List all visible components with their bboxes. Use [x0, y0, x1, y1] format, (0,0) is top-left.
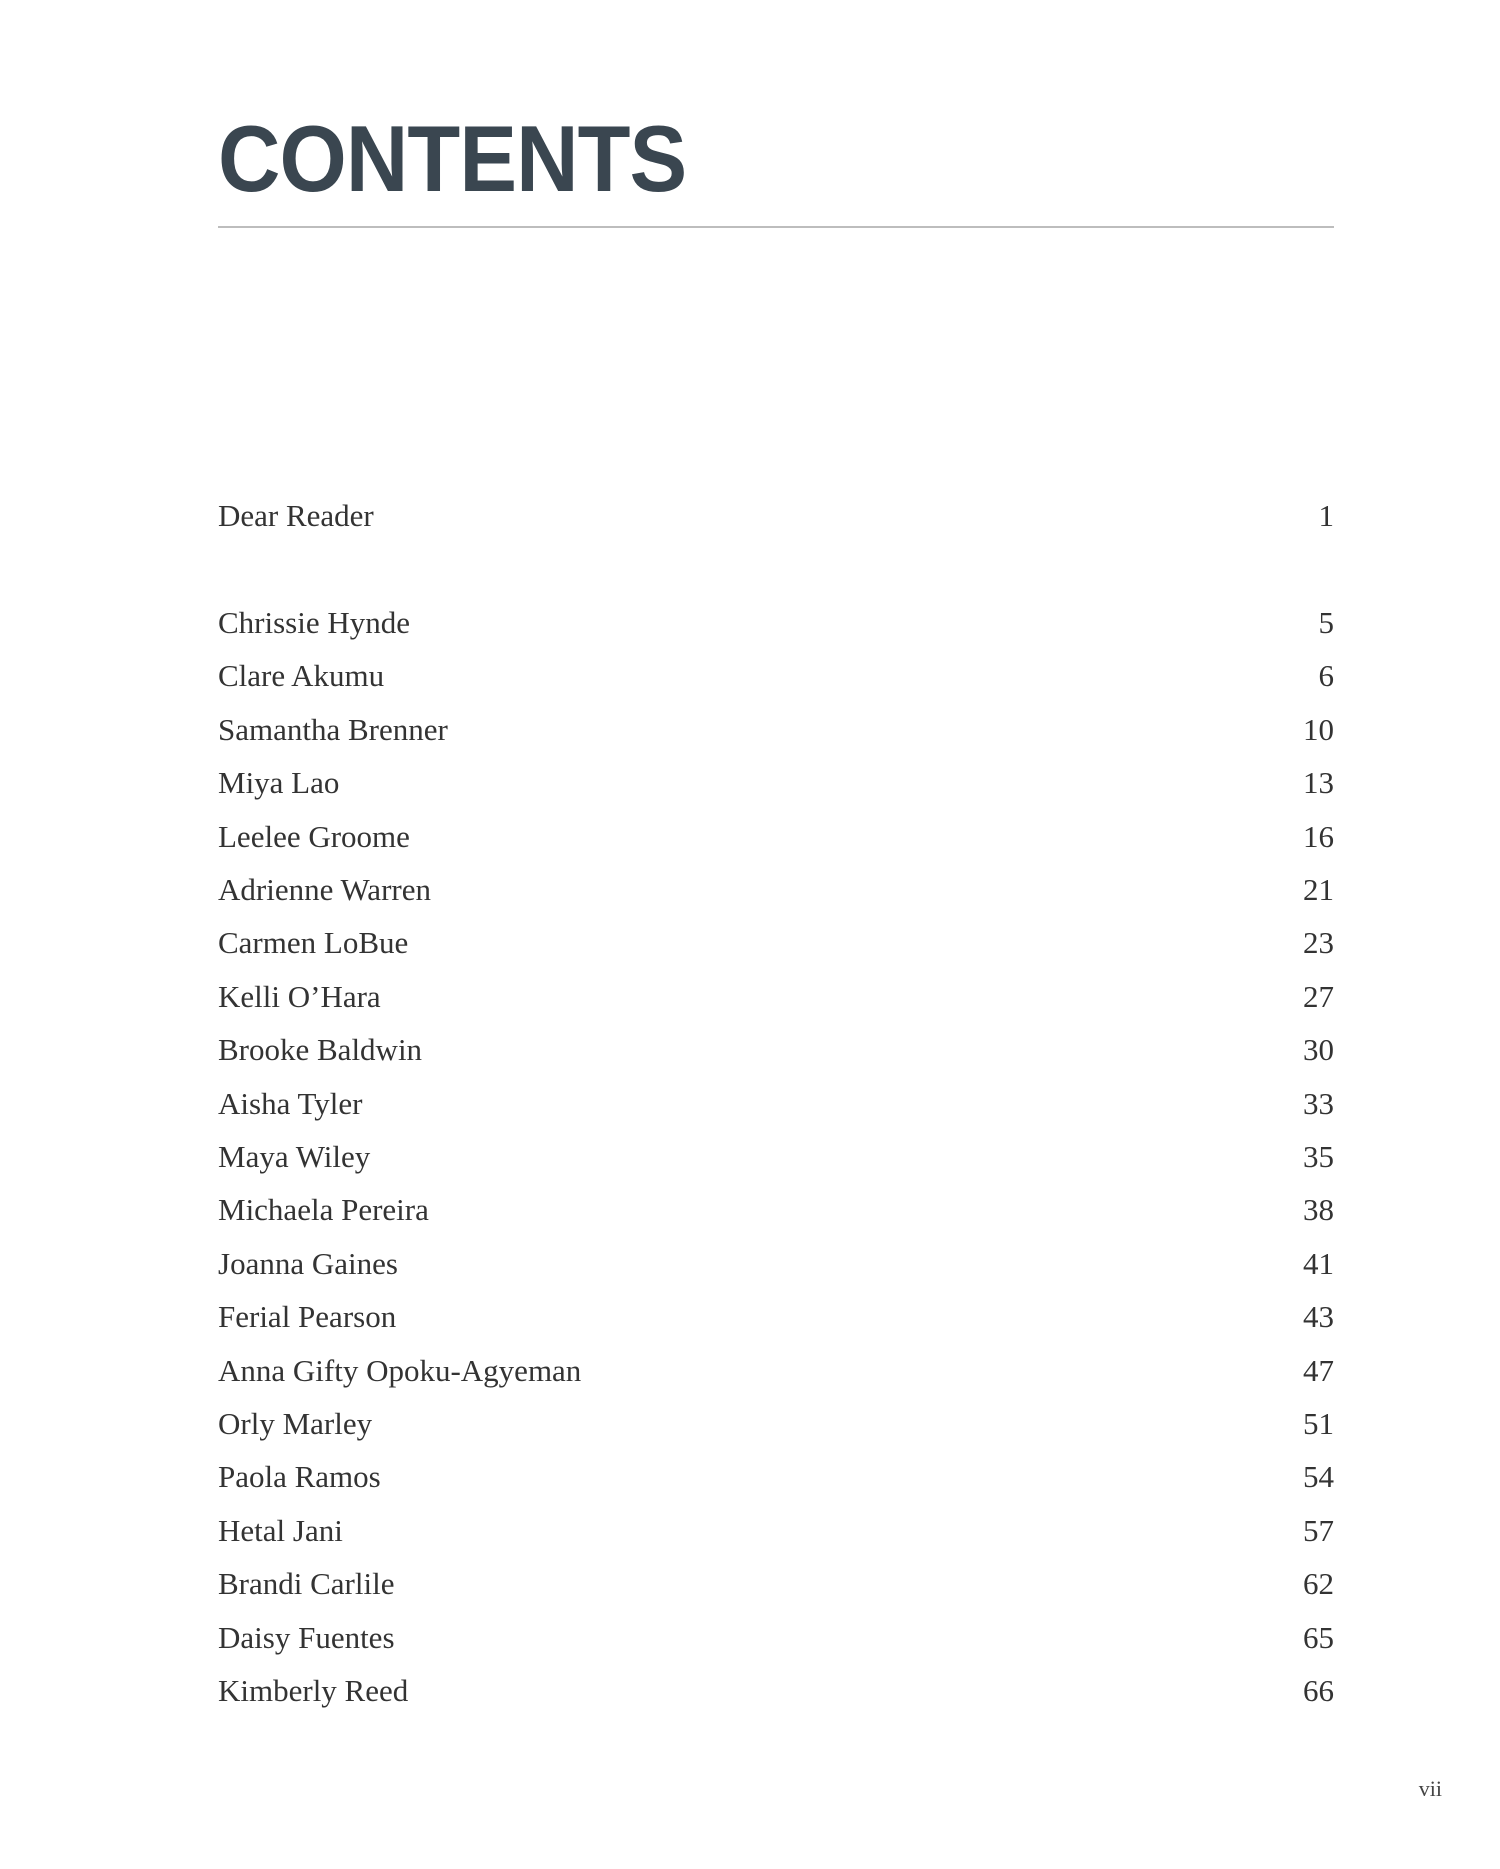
toc-entry[interactable] [218, 977, 1334, 1017]
entry-page-number: 51 [1303, 1406, 1334, 1441]
entry-page-number: 43 [1303, 1299, 1334, 1334]
toc-entry[interactable] [218, 1671, 1334, 1711]
toc-entry[interactable] [218, 1030, 1334, 1070]
toc-entry[interactable] [218, 763, 1334, 803]
entry-title: Michaela Pereira [218, 1192, 429, 1227]
entry-title: Brandi Carlile [218, 1566, 395, 1601]
entry-page-number: 54 [1303, 1459, 1334, 1494]
entry-title: Joanna Gaines [218, 1246, 398, 1281]
entry-title: Adrienne Warren [218, 872, 431, 907]
entry-page-number: 21 [1303, 872, 1334, 907]
entry-title: Kimberly Reed [218, 1673, 409, 1708]
entry-page-number: 13 [1303, 765, 1334, 800]
entry-page-number: 10 [1303, 712, 1334, 747]
entry-page-number: 38 [1303, 1192, 1334, 1227]
entry-page-number: 1 [1318, 498, 1334, 533]
toc-entry[interactable] [218, 1244, 1334, 1284]
entry-title: Daisy Fuentes [218, 1620, 395, 1655]
toc-entry[interactable] [218, 1457, 1334, 1497]
toc-entry[interactable] [218, 1404, 1334, 1444]
entry-title: Samantha Brenner [218, 712, 448, 747]
entry-page-number: 5 [1318, 605, 1334, 640]
entry-title: Orly Marley [218, 1406, 373, 1441]
entry-title: Kelli O’Hara [218, 979, 381, 1014]
entry-title: Miya Lao [218, 765, 340, 800]
entry-page-number: 62 [1303, 1566, 1334, 1601]
entry-title: Carmen LoBue [218, 925, 409, 960]
toc-entry[interactable] [218, 1137, 1334, 1177]
toc-entry[interactable] [218, 710, 1334, 750]
toc-entry[interactable] [218, 1351, 1334, 1391]
entry-page-number: 6 [1318, 658, 1334, 693]
toc-entry[interactable] [218, 817, 1334, 857]
toc-entry[interactable] [218, 496, 1334, 536]
entry-page-number: 27 [1303, 979, 1334, 1014]
toc-entry[interactable] [218, 923, 1334, 963]
entry-title: Aisha Tyler [218, 1086, 363, 1121]
toc-entry[interactable] [218, 1084, 1334, 1124]
entry-page-number: 57 [1303, 1513, 1334, 1548]
page-title: CONTENTS [218, 106, 687, 211]
entry-page-number: 35 [1303, 1139, 1334, 1174]
entry-title: Leelee Groome [218, 819, 410, 854]
entry-page-number: 65 [1303, 1620, 1334, 1655]
entry-page-number: 16 [1303, 819, 1334, 854]
entry-page-number: 30 [1303, 1032, 1334, 1067]
page-number-footer: vii [1418, 1776, 1442, 1801]
toc-entry[interactable] [218, 1297, 1334, 1337]
toc-entry[interactable] [218, 1618, 1334, 1658]
entry-title: Chrissie Hynde [218, 605, 411, 640]
toc-entry[interactable] [218, 603, 1334, 643]
toc-entry[interactable] [218, 1190, 1334, 1230]
entry-title: Ferial Pearson [218, 1299, 397, 1334]
entry-page-number: 66 [1303, 1673, 1334, 1708]
entry-title: Brooke Baldwin [218, 1032, 423, 1067]
entry-page-number: 47 [1303, 1353, 1334, 1388]
entry-title: Dear Reader [218, 498, 374, 533]
entry-page-number: 41 [1303, 1246, 1334, 1281]
entry-title: Maya Wiley [218, 1139, 371, 1174]
table-of-contents [218, 0, 1334, 1869]
entry-page-number: 33 [1303, 1086, 1334, 1121]
entry-title: Hetal Jani [218, 1513, 343, 1548]
toc-entry[interactable] [218, 870, 1334, 910]
entry-page-number: 23 [1303, 925, 1334, 960]
entry-title: Clare Akumu [218, 658, 385, 693]
toc-entry[interactable] [218, 1564, 1334, 1604]
entry-title: Anna Gifty Opoku-Agyeman [218, 1353, 582, 1388]
toc-entry[interactable] [218, 656, 1334, 696]
entry-title: Paola Ramos [218, 1459, 381, 1494]
toc-entry[interactable] [218, 1511, 1334, 1551]
